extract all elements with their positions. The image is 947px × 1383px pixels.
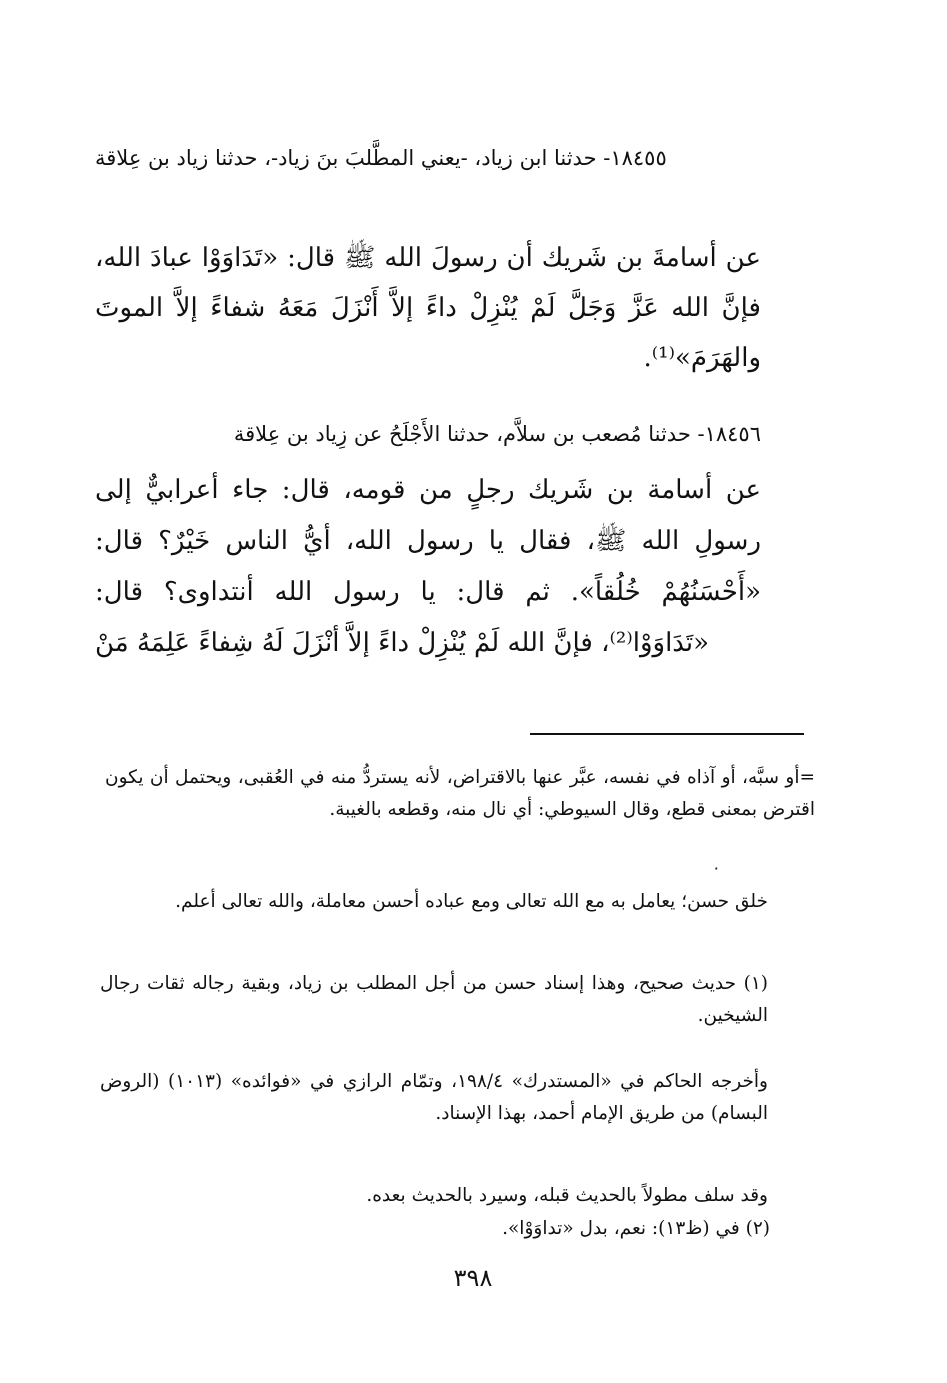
footnote-1-b: وأخرجه الحاكم في «المستدرك» ١٩٨/٤، وتمّام الرازي في «فوائده» (١٠١٣) (الروض البسام) من طريق الإمام أحمد، بهذا الإسناد. [100, 1071, 768, 1124]
hadith-18456-chain: ١٨٤٥٦- حدثنا مُصعب بن سلاَّم، حدثنا الأَجْلَحُ عن زِياد بن عِلاقة [233, 422, 761, 446]
footnote-separator [530, 733, 804, 735]
hadith-18455-chain: ١٨٤٥٥- حدثنا ابن زياد، -يعني المطَّلبَ بنَ زياد-، حدثنا زياد بن عِلاقة [95, 146, 667, 170]
footnote-2: (٢) في (ظ١٣): نعم، بدل «تداوَوْا». [502, 1218, 770, 1239]
hadith-18455-matn: عن أسامةَ بن شَريك أن رسولَ الله ﷺ قال: «تَدَاوَوْا عبادَ الله، فإنَّ الله عَزَّ وَجَلَّ لَمْ يُنْزِلْ داءً إلاَّ أَنْزَلَ مَعَهُ شفاءً إلاَّ الموتَ والهَرَمَ»⁽¹⁾. [95, 243, 761, 373]
footnote-dot: ٠ [712, 858, 721, 877]
footnote-khuluq: خلق حسن؛ يعامل به مع الله تعالى ومع عباده أحسن معاملة، والله تعالى أعلم. [175, 891, 768, 912]
footnote-1-a: (١) حديث صحيح، وهذا إسناد حسن من أجل المطلب بن زياد، وبقية رجاله ثقات رجال الشيخين. [100, 973, 768, 1026]
footnote-continuation: =أو سبَّه، أو آذاه في نفسه، عبَّر عنها بالاقتراض، لأنه يستردُّ منه في العُقبى، ويحتمل أن يكون اقترض بمعنى قطع، وقال السيوطي: أي نال منه، وقطعه بالغيبة. [105, 767, 815, 820]
hadith-18456-matn: عن أسامة بن شَريك رجلٍ من قومه، قال: جاء أعرابيٌّ إلى رسولِ الله ﷺ، فقال يا رسول الله، أيُّ الناس خَيْرٌ؟ قال: «أَحْسَنُهُمْ خُلُقاً». ثم قال: يا رسول الله أنتداوى؟ قال: «تَدَاوَوْا⁽²⁾، فإنَّ الله لَمْ يُنْزِلْ داءً إلاَّ أنْزَلَ لَهُ شِفاءً عَلِمَهُ مَنْ [95, 475, 761, 658]
footnote-1-c: وقد سلف مطولاً بالحديث قبله، وسيرد بالحديث بعده. [366, 1185, 768, 1206]
page-number: ٣٩٨ [453, 1264, 493, 1292]
